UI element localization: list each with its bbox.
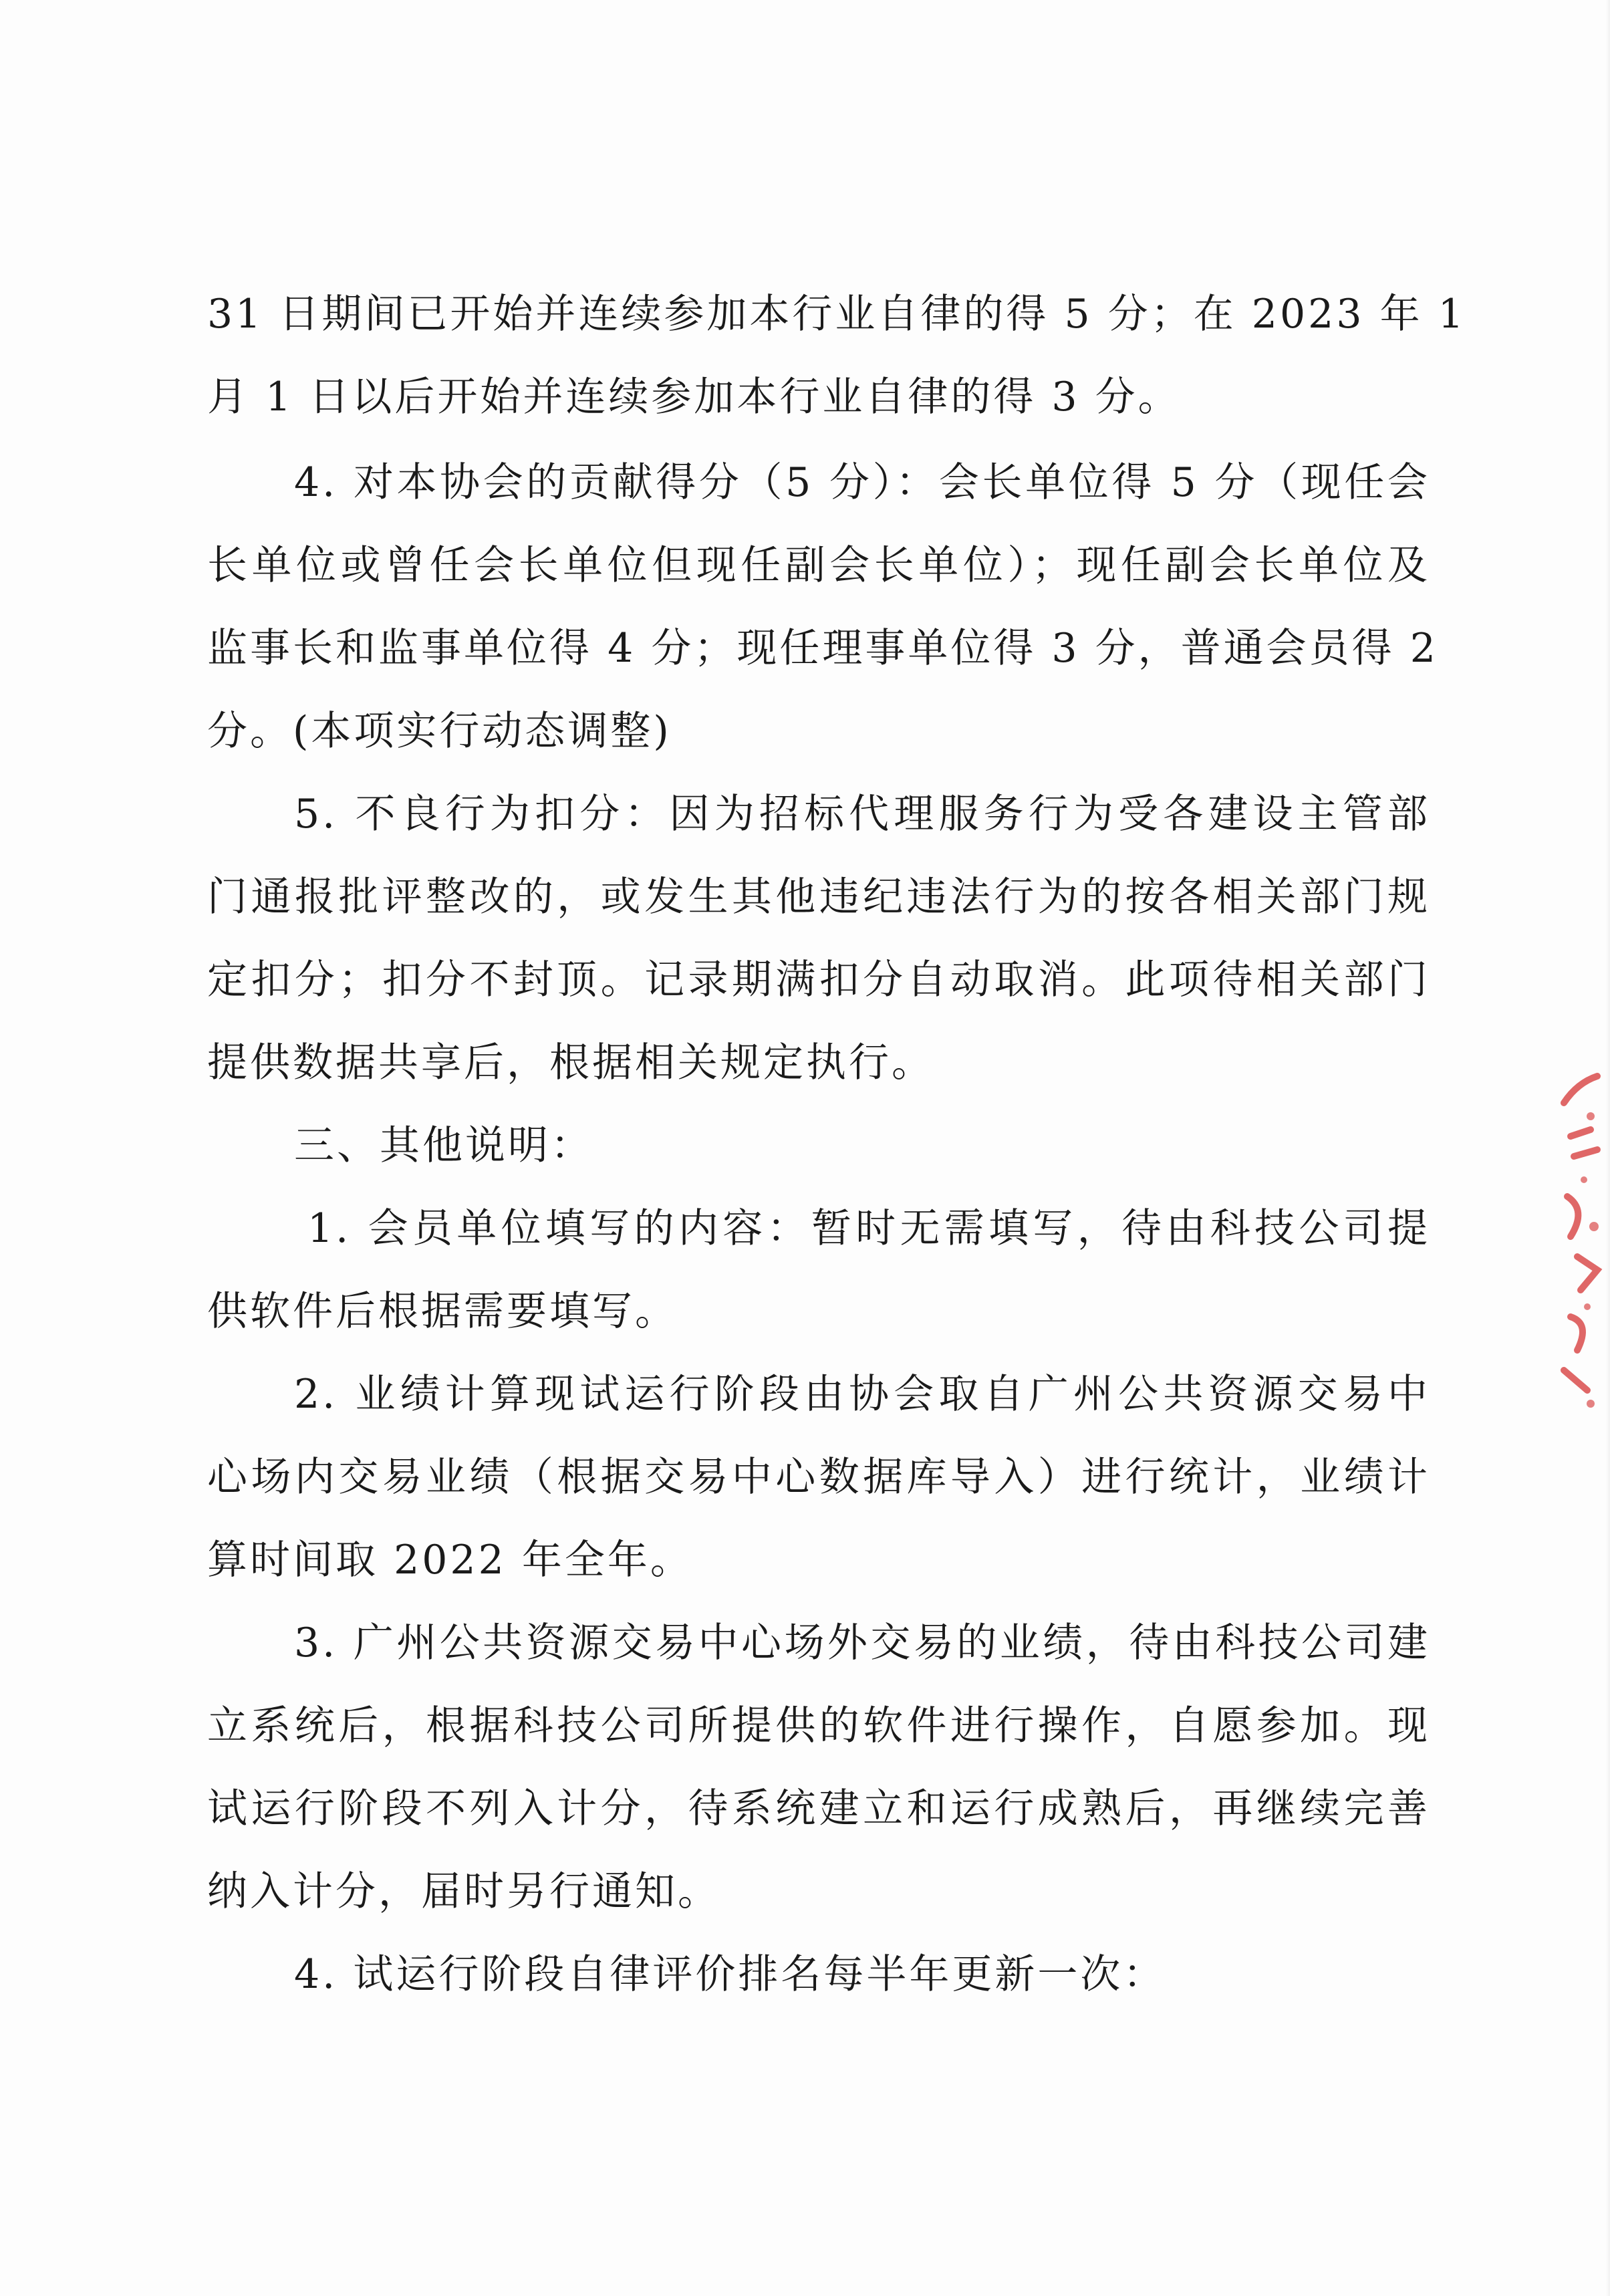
seal-stamp-fragment: [1551, 1056, 1610, 1430]
text-line: 供软件后根据需要填写。: [207, 1288, 678, 1335]
text-line: 定扣分；扣分不封顶。记录期满扣分自动取消。此项待相关部门: [207, 956, 1430, 1003]
text-line: 心场内交易业绩（根据交易中心数据库导入）进行统计，业绩计: [207, 1454, 1430, 1501]
text-line: 试运行阶段不列入计分，待系统建立和运行成熟后，再继续完善: [207, 1785, 1430, 1832]
text-line: 长单位或曾任会长单位但现任副会长单位）；现任副会长单位及: [207, 542, 1430, 589]
text-line: 立系统后，根据科技公司所提供的软件进行操作，自愿参加。现: [207, 1702, 1430, 1749]
text-line: 月 1 日以后开始并连续参加本行业自律的得 3 分。: [207, 374, 1181, 420]
section-heading: 三、其他说明：: [294, 1122, 593, 1169]
text-line: 3. 广州公共资源交易中心场外交易的业绩，待由科技公司建: [294, 1620, 1430, 1666]
text-line: 5. 不良行为扣分：因为招标代理服务行为受各建设主管部: [294, 791, 1430, 838]
text-line: 1. 会员单位填写的内容：暂时无需填写，待由科技公司提: [307, 1205, 1430, 1252]
text-line: 监事长和监事单位得 4 分；现任理事单位得 3 分，普通会员得 2: [207, 625, 1438, 672]
text-line: 分。(本项实行动态调整): [207, 708, 672, 755]
text-line: 提供数据共享后，根据相关规定执行。: [207, 1039, 934, 1086]
text-line: 31 日期间已开始并连续参加本行业自律的得 5 分；在 2023 年 1: [207, 291, 1466, 338]
text-line: 纳入计分，届时另行通知。: [207, 1868, 720, 1915]
text-line: 2. 业绩计算现试运行阶段由协会取自广州公共资源交易中: [294, 1371, 1430, 1418]
text-line: 门通报批评整改的，或发生其他违纪违法行为的按各相关部门规: [207, 874, 1430, 920]
scan-edge-shadow: [1606, 0, 1610, 2296]
text-line: 算时间取 2022 年全年。: [207, 1537, 693, 1583]
text-line: 4. 对本协会的贡献得分（5 分）：会长单位得 5 分（现任会: [294, 459, 1430, 506]
text-line: 4. 试运行阶段自律评价排名每半年更新一次：: [294, 1951, 1166, 1998]
